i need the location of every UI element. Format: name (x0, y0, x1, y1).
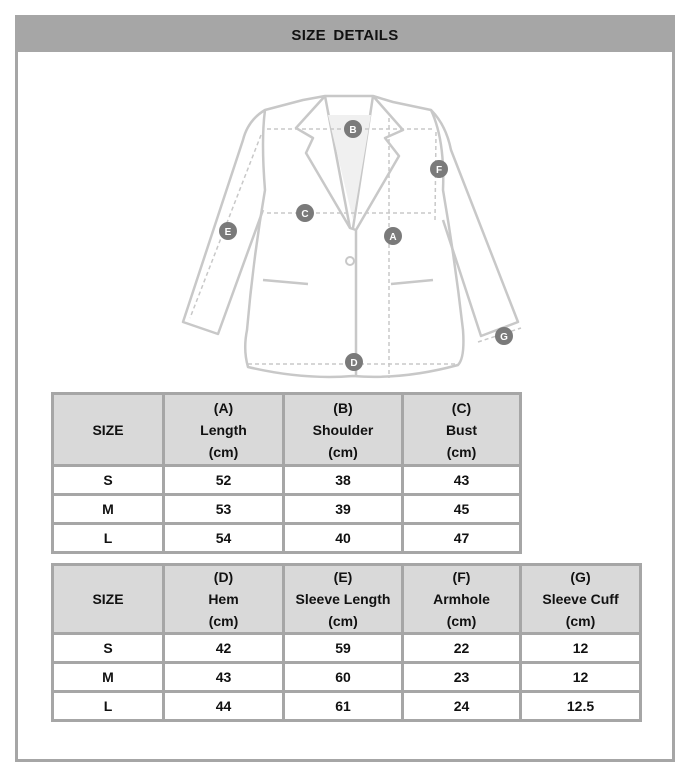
header-size: SIZE (53, 394, 164, 466)
size-details-title: SIZE DETAILS (18, 18, 672, 52)
header-sleeve-cuff: (G) Sleeve Cuff (cm) (521, 565, 641, 634)
marker-c (296, 204, 314, 222)
header-sleeve-length: (E) Sleeve Length (cm) (284, 565, 403, 634)
marker-f (430, 160, 448, 178)
svg-text:C: C (301, 209, 309, 220)
table-row: L 44 61 24 12.5 (53, 692, 641, 721)
jacket-measurement-diagram (163, 80, 543, 380)
size-chart-frame (15, 15, 675, 762)
table-row: M 43 60 23 12 (53, 663, 641, 692)
header-bust: (C) Bust (cm) (403, 394, 521, 466)
svg-text:B: B (349, 125, 357, 136)
marker-g (495, 327, 513, 345)
size-table-upper (51, 392, 522, 554)
table-row: L 54 40 47 (53, 524, 521, 553)
marker-a (384, 227, 402, 245)
header-length: (A) Length (cm) (164, 394, 284, 466)
table-row: S 42 59 22 12 (53, 634, 641, 663)
table-row: S 52 38 43 (53, 466, 521, 495)
size-table-lower (51, 563, 642, 722)
table-row: M 53 39 45 (53, 495, 521, 524)
header-shoulder: (B) Shoulder (cm) (284, 394, 403, 466)
svg-text:F: F (435, 165, 443, 176)
svg-text:G: G (500, 332, 508, 343)
header-hem: (D) Hem (cm) (164, 565, 284, 634)
header-size: SIZE (53, 565, 164, 634)
marker-d (345, 353, 363, 371)
svg-text:A: A (389, 232, 397, 243)
svg-text:D: D (350, 358, 358, 369)
marker-e (219, 222, 237, 240)
marker-b (344, 120, 362, 138)
header-armhole: (F) Armhole (cm) (403, 565, 521, 634)
svg-text:E: E (224, 227, 232, 238)
